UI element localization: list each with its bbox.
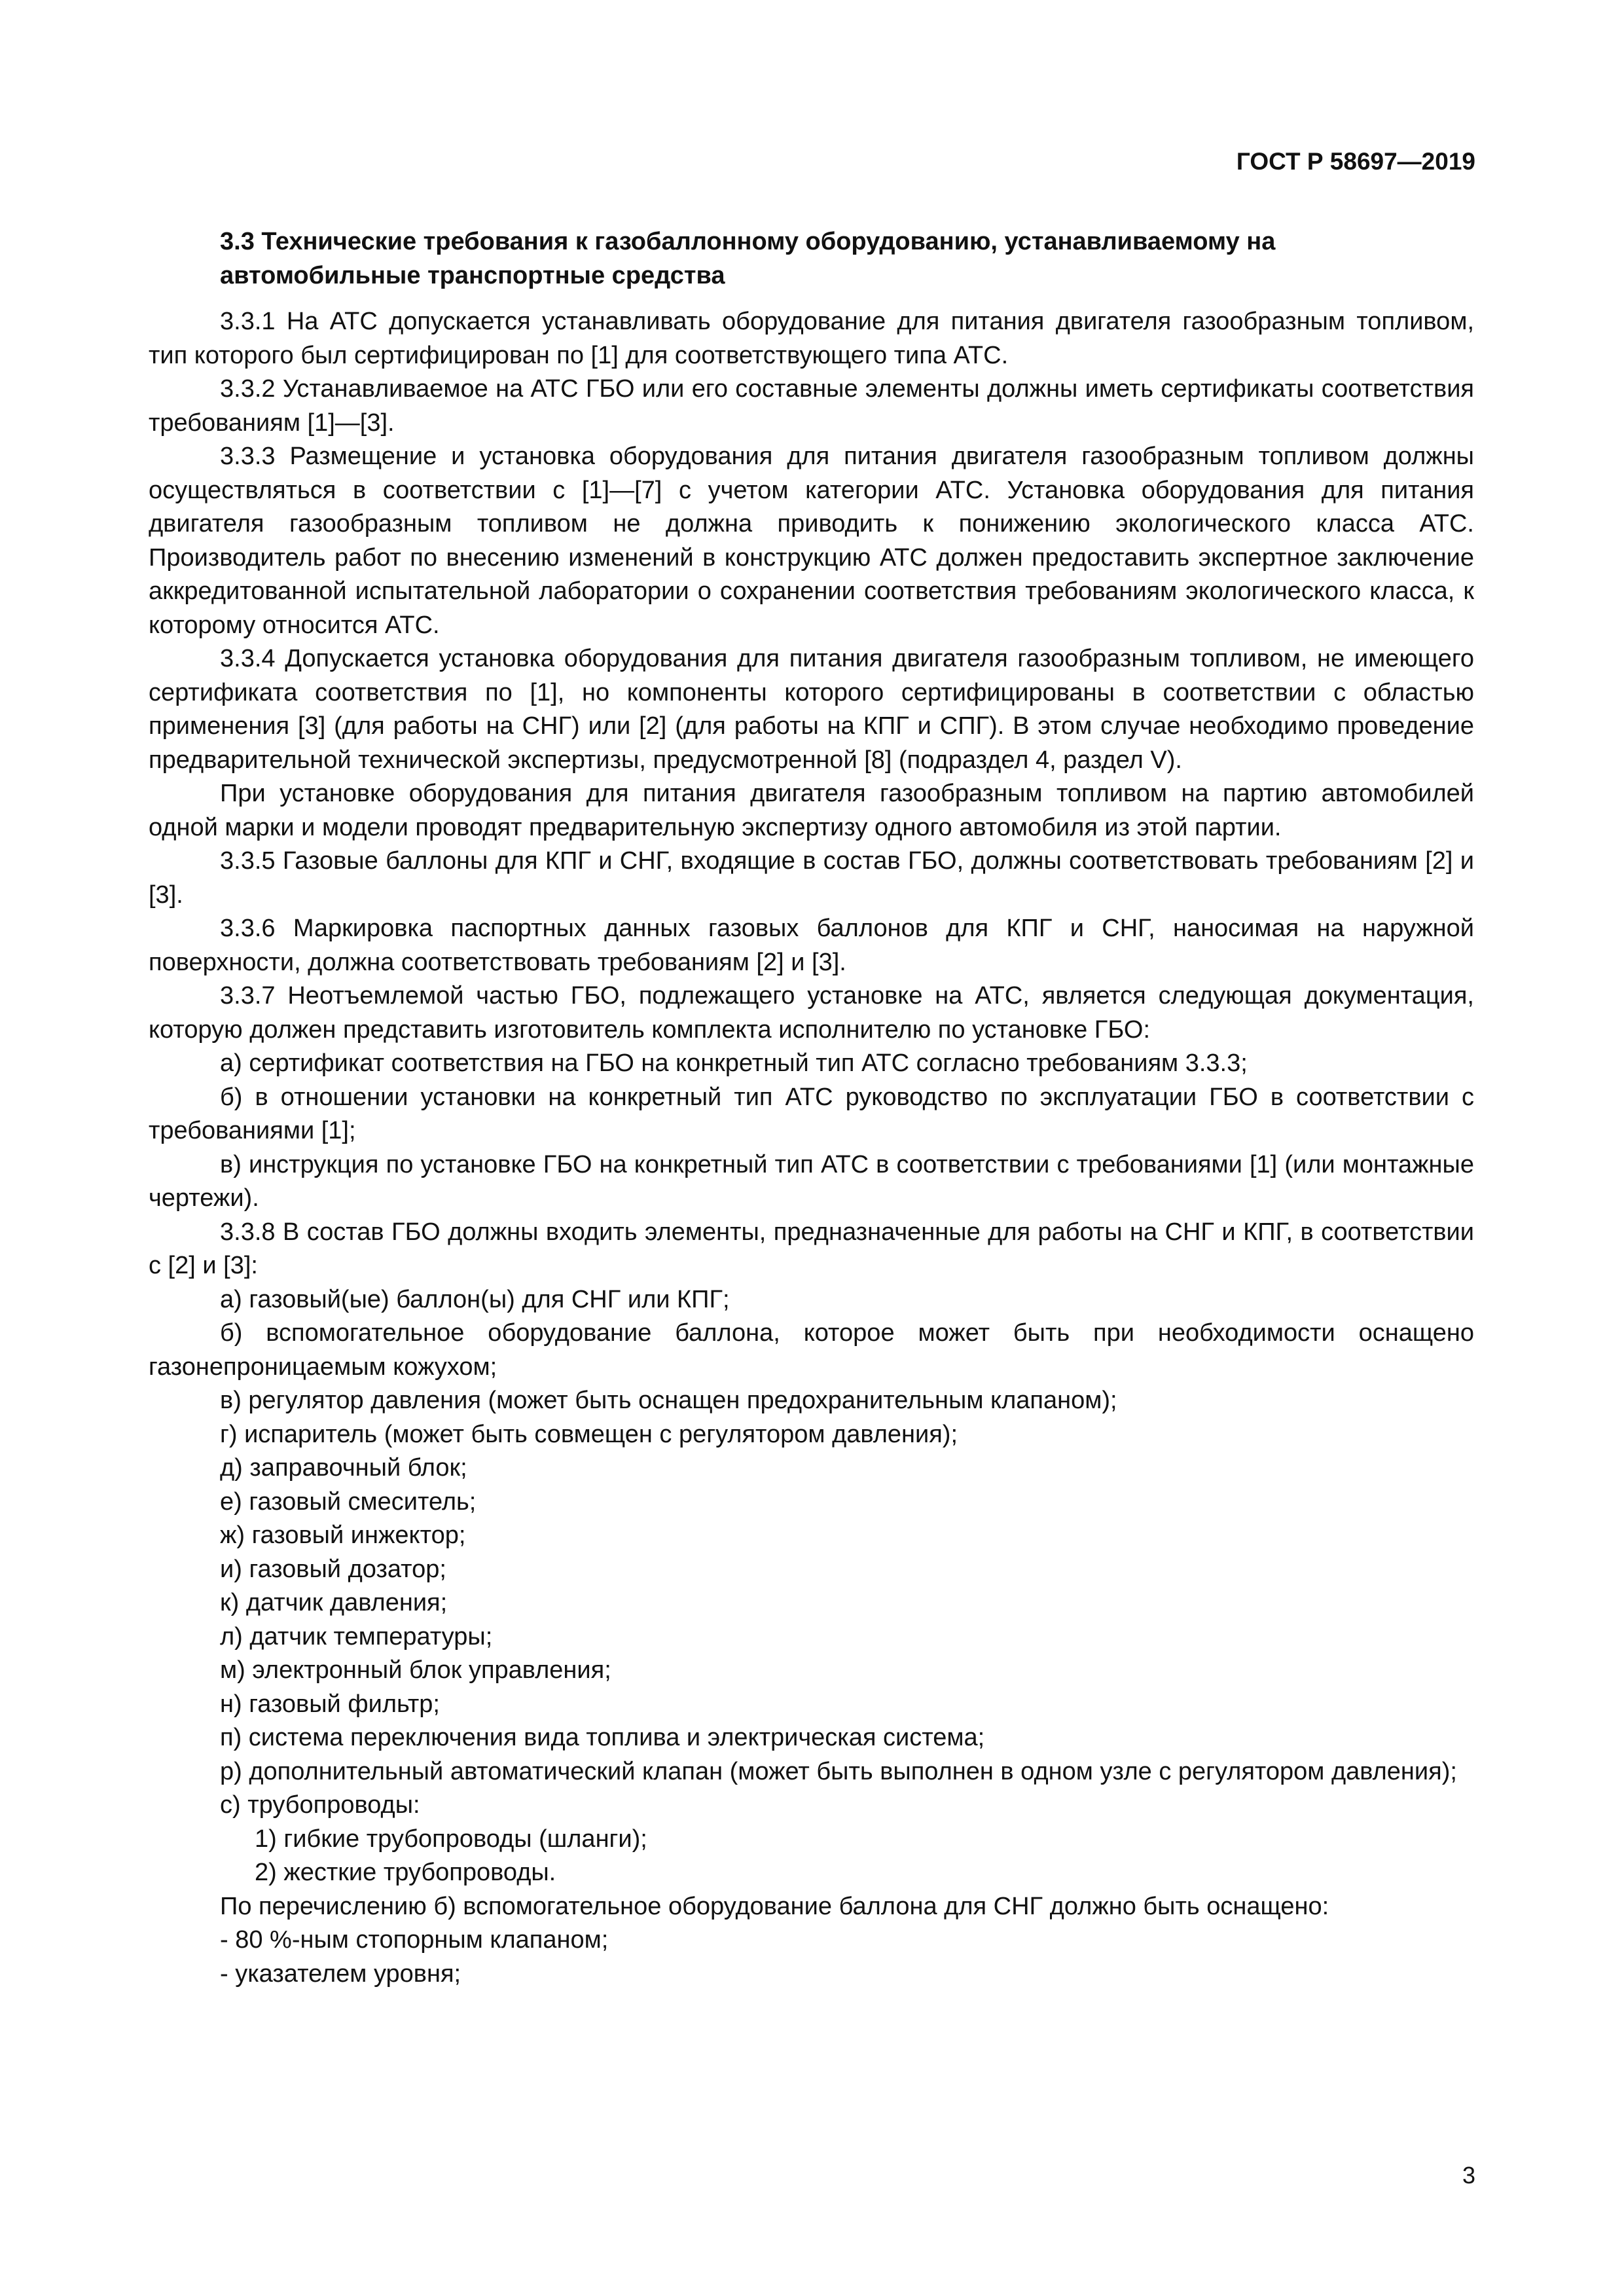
sub-list-item: 1) гибкие трубопроводы (шланги); (255, 1825, 647, 1853)
list-item: п) система переключения вида топлива и электрическая система; (220, 1724, 985, 1751)
list-item: б) вспомогательное оборудование баллона, которое может быть при необходимости оснащено газонепроницаемым кожухом; (149, 1319, 1474, 1381)
list-item: с) трубопроводы: (220, 1791, 420, 1819)
paragraph-3-3-8: 3.3.8 В состав ГБО должны входить элементы, предназначенные для работы на СНГ и КПГ, в соответствии с [2] и [3]: (149, 1218, 1474, 1279)
list-item: ж) газовый инжектор; (220, 1522, 466, 1549)
body-text (149, 305, 1474, 1991)
list-item: д) заправочный блок; (220, 1454, 467, 1482)
list-item: а) сертификат соответствия на ГБО на конкретный тип АТС согласно требованиям 3.3.3; (220, 1049, 1248, 1077)
dash-list-item: - указателем уровня; (220, 1959, 461, 1988)
paragraph-3-3-4-note: При установке оборудования для питания двигателя газообразным топливом на партию автомобилей одной марки и модели проводят предварительную экспертизу одного автомобиля из этой партии. (149, 780, 1474, 841)
list-item: е) газовый смеситель; (220, 1487, 477, 1516)
list-item: г) испаритель (может быть совмещен с регулятором давления); (220, 1420, 958, 1448)
paragraph-3-3-1: 3.3.1 На АТС допускается устанавливать оборудование для питания двигателя газообразным топливом, тип которого был сертифицирован по [1] для соответствующего типа АТС. (149, 308, 1474, 369)
list-item: р) дополнительный автоматический клапан (может быть выполнен в одном узле с регулятором давления); (220, 1757, 1457, 1785)
section-heading: 3.3 Технические требования к газобаллонному оборудованию, устанавливаемому на автомобильные транспортные средства (220, 228, 1276, 289)
list-item: в) инструкция по установке ГБО на конкретный тип АТС в соответствии с требованиями [1] (или монтажные чертежи). (149, 1150, 1474, 1212)
dash-list-item: - 80 %-ным стопорным клапаном; (220, 1926, 609, 1954)
paragraph-3-3-6: 3.3.6 Маркировка паспортных данных газовых баллонов для КПГ и СНГ, наносимая на наружной поверхности, должна соответствовать требованиям [2] и [3]. (149, 915, 1474, 976)
paragraph-enumeration-b: По перечислению б) вспомогательное оборудование баллона для СНГ должно быть оснащено: (220, 1892, 1329, 1920)
paragraph-3-3-7: 3.3.7 Неотъемлемой частью ГБО, подлежащего установке на АТС, является следующая документация, которую должен представить изготовитель комплекта исполнителю по установке ГБО: (149, 982, 1474, 1044)
paragraph-3-3-3: 3.3.3 Размещение и установка оборудования для питания двигателя газообразным топливом должны осуществляться в соответствии с [1]—[7] с учетом категории АТС. Установка оборудования для питания двигателя газообразным топливом не должна приводить к понижению экологического класса АТС. Производитель работ по внесению изменений в конструкцию АТС должен предоставить экспертное заключение аккредитованной испытательной лаборатории о сохранении соответствия требованиям экологического класса, к которому относится АТС. (149, 443, 1474, 639)
document-id-header: ГОСТ Р 58697—2019 (1236, 148, 1475, 175)
paragraph-3-3-5: 3.3.5 Газовые баллоны для КПГ и СНГ, входящие в состав ГБО, должны соответствовать требованиям [2] и [3]. (149, 847, 1474, 909)
list-item: л) датчик температуры; (220, 1622, 493, 1650)
list-item: м) электронный блок управления; (220, 1656, 611, 1684)
list-item: а) газовый(ые) баллон(ы) для СНГ или КПГ; (220, 1285, 730, 1313)
list-item: и) газовый дозатор; (220, 1555, 446, 1583)
paragraph-3-3-2: 3.3.2 Устанавливаемое на АТС ГБО или его составные элементы должны иметь сертификаты соответствия требованиям [1]—[3]. (149, 375, 1474, 437)
list-item: в) регулятор давления (может быть оснащен предохранительным клапаном); (220, 1387, 1117, 1414)
list-item: б) в отношении установки на конкретный тип АТС руководство по эксплуатации ГБО в соответствии с требованиями [1]; (149, 1083, 1474, 1144)
page-number: 3 (1462, 2162, 1475, 2189)
sub-list-item: 2) жесткие трубопроводы. (255, 1859, 556, 1886)
paragraph-3-3-4: 3.3.4 Допускается установка оборудования для питания двигателя газообразным топливом, не имеющего сертификата соответствия по [1], но компоненты которого сертифицированы в соответствии с областью применения [3] (для работы на СНГ) или [2] (для работы на КПГ и СПГ). В этом случае необходимо проведение предварительной технической экспертизы, предусмотренной [8] (подраздел 4, раздел V). (149, 645, 1474, 774)
list-item: к) датчик давления; (220, 1589, 448, 1616)
list-item: н) газовый фильтр; (220, 1690, 440, 1718)
